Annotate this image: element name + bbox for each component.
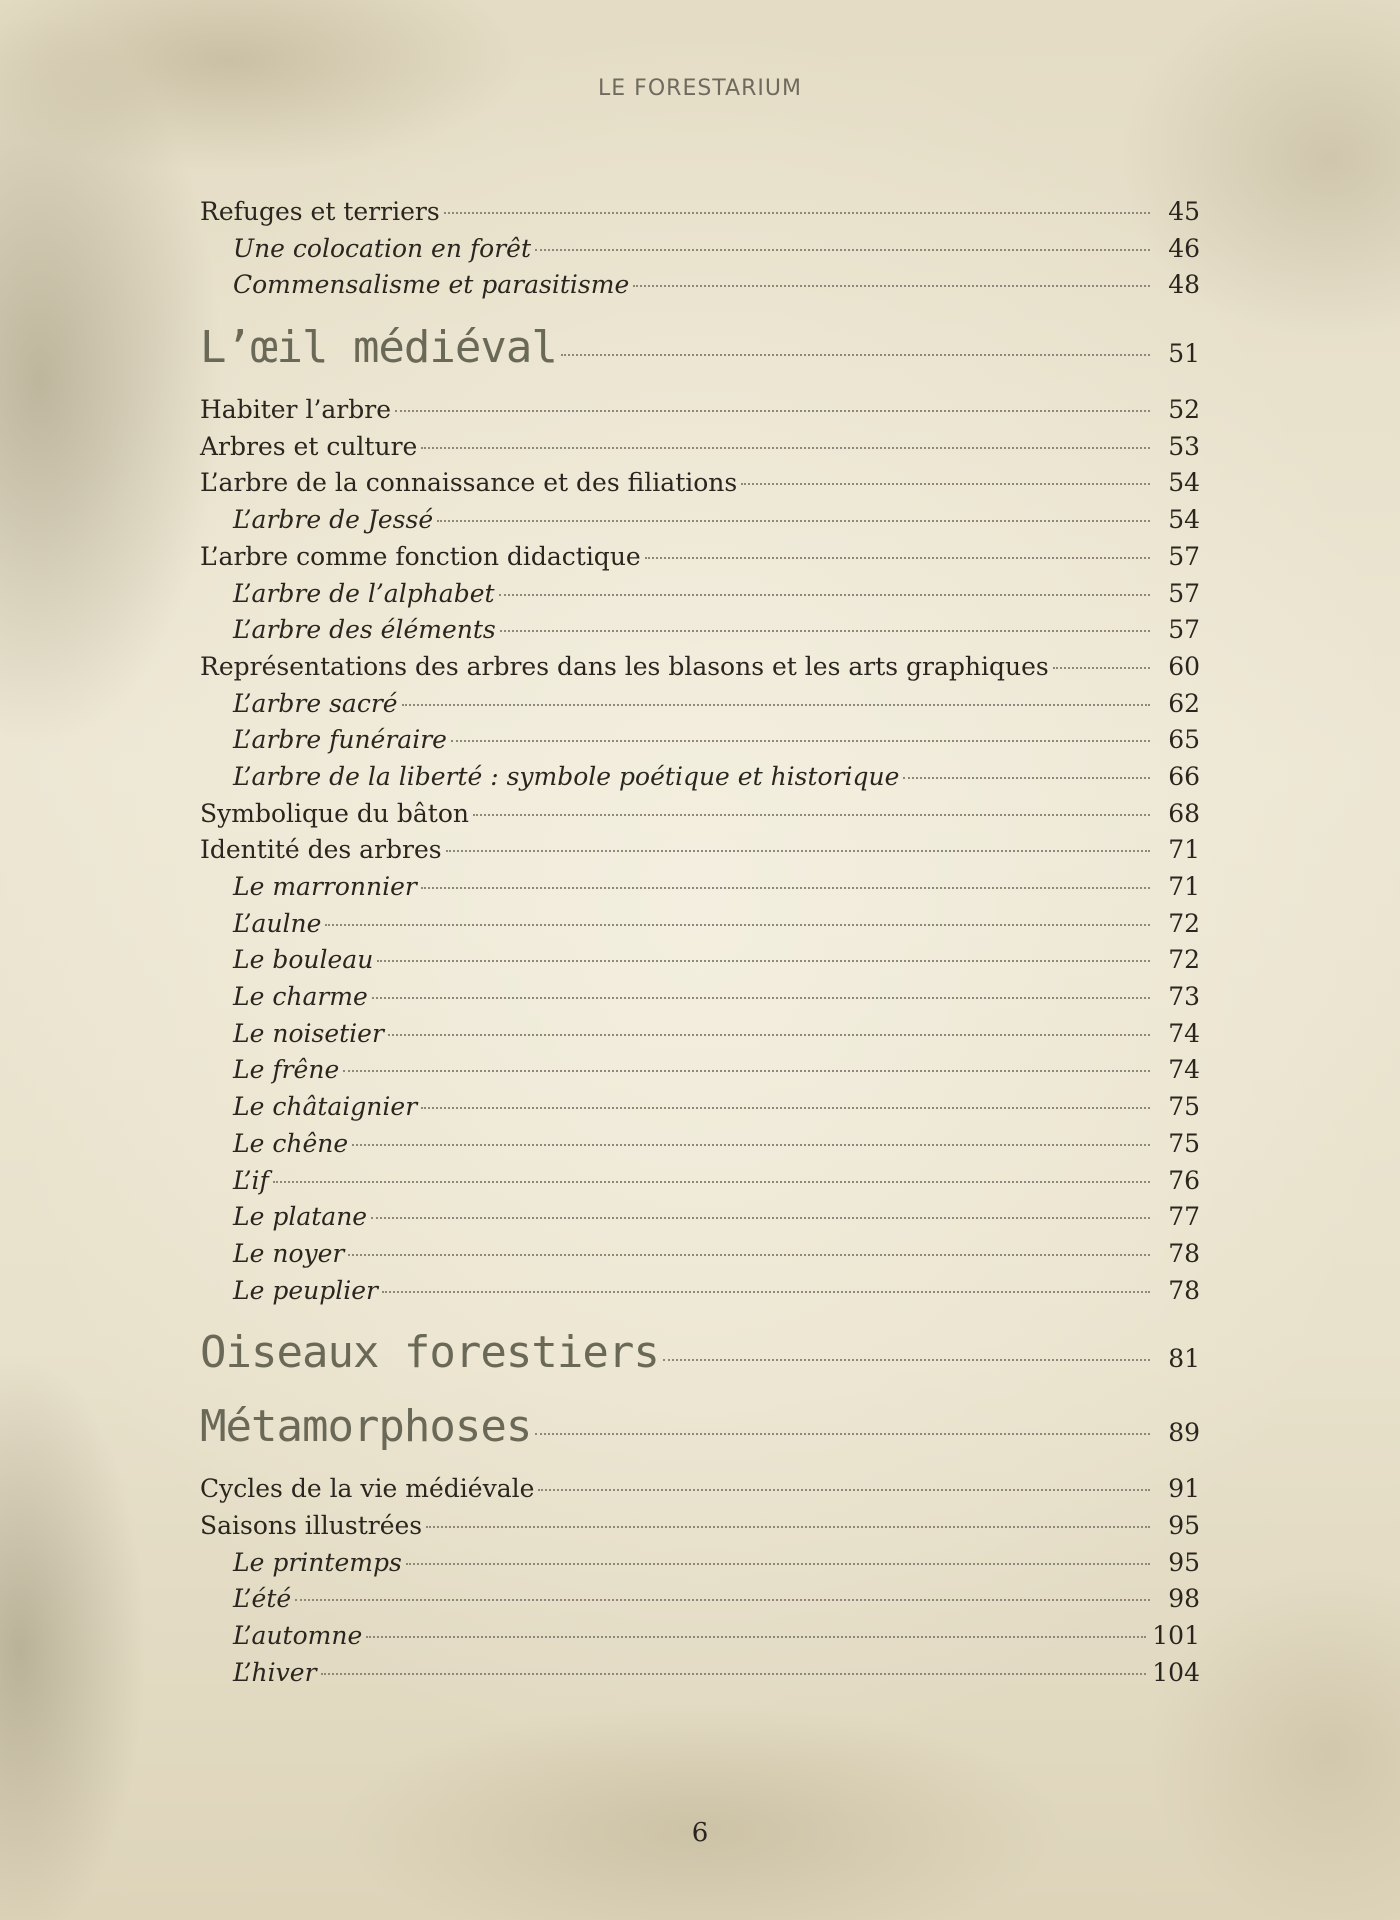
toc-entry-page: 71 — [1168, 835, 1200, 865]
table-of-contents — [200, 194, 1200, 1691]
toc-entry — [200, 1471, 1200, 1508]
toc-entry-page: 53 — [1168, 431, 1200, 461]
toc-subentry — [200, 1126, 1200, 1163]
dot-leader — [451, 740, 1150, 742]
toc-entry — [200, 539, 1200, 576]
toc-entry-title: Le bouleau — [233, 945, 374, 975]
toc-chapter-title: L’œil médiéval — [200, 322, 557, 374]
toc-entry-title: Représentations des arbres dans les blasons et les arts graphiques — [200, 651, 1049, 681]
dot-leader — [535, 1433, 1150, 1435]
toc-chapter-title: Oiseaux forestiers — [200, 1327, 659, 1379]
toc-chapter — [200, 318, 1200, 378]
toc-entry-title: Le platane — [233, 1202, 368, 1232]
toc-entry-page: 81 — [1168, 1344, 1200, 1374]
toc-entry-title: L’arbre des éléments — [233, 615, 496, 645]
toc-entry-page: 57 — [1168, 615, 1200, 645]
toc-entry — [200, 1508, 1200, 1545]
running-head: LE FORESTARIUM — [598, 76, 802, 101]
toc-entry-title: Saisons illustrées — [200, 1510, 423, 1540]
toc-entry-page: 54 — [1168, 468, 1200, 498]
toc-entry-title: L’if — [233, 1165, 269, 1195]
toc-subentry — [200, 1052, 1200, 1089]
dot-leader — [663, 1359, 1150, 1361]
dot-leader — [388, 1034, 1150, 1036]
toc-entry-page: 78 — [1168, 1275, 1200, 1305]
toc-entry-page: 95 — [1168, 1547, 1200, 1577]
toc-entry — [200, 465, 1200, 502]
dot-leader — [421, 447, 1150, 449]
toc-entry-page: 75 — [1168, 1092, 1200, 1122]
toc-entry — [200, 649, 1200, 686]
toc-entry-page: 95 — [1168, 1510, 1200, 1540]
toc-subentry — [200, 722, 1200, 759]
toc-entry — [200, 194, 1200, 231]
dot-leader — [348, 1254, 1150, 1256]
toc-subentry — [200, 1089, 1200, 1126]
toc-entry-title: Le frêne — [233, 1055, 340, 1085]
toc-subentry — [200, 576, 1200, 613]
dot-leader — [444, 212, 1150, 214]
dot-leader — [352, 1144, 1150, 1146]
toc-entry-title: L’arbre de la connaissance et des filiations — [200, 468, 738, 498]
toc-entry-title: Une colocation en forêt — [233, 233, 531, 263]
dot-leader — [406, 1563, 1150, 1565]
toc-entry-page: 72 — [1168, 945, 1200, 975]
toc-subentry — [200, 869, 1200, 906]
toc-entry-page: 72 — [1168, 908, 1200, 938]
toc-entry-title: Le noyer — [233, 1238, 345, 1268]
toc-entry-page: 78 — [1168, 1238, 1200, 1268]
toc-entry-page: 71 — [1168, 872, 1200, 901]
toc-subentry — [200, 759, 1200, 796]
dot-leader — [499, 594, 1150, 596]
toc-subentry — [200, 942, 1200, 979]
toc-entry-page: 45 — [1168, 197, 1200, 226]
toc-subentry — [200, 231, 1200, 268]
toc-entry-page: 60 — [1168, 651, 1200, 681]
toc-entry-title: Le noisetier — [233, 1018, 384, 1048]
toc-entry-page: 57 — [1168, 541, 1200, 571]
toc-entry-title: Le chêne — [233, 1128, 349, 1158]
toc-entry-title: Le printemps — [233, 1547, 402, 1577]
dot-leader — [446, 850, 1150, 852]
dot-leader — [371, 1217, 1150, 1219]
toc-entry-title: L’arbre de la liberté : symbole poétique et historique — [233, 761, 900, 791]
toc-chapter — [200, 1323, 1200, 1383]
dot-leader — [295, 1599, 1150, 1601]
toc-entry-page: 48 — [1168, 270, 1200, 300]
toc-subentry — [200, 267, 1200, 304]
toc-entry-title: Le charme — [233, 982, 368, 1012]
toc-subentry — [200, 612, 1200, 649]
dot-leader — [741, 483, 1150, 485]
dot-leader — [473, 814, 1150, 816]
dot-leader — [500, 630, 1150, 632]
toc-entry-title: Symbolique du bâton — [200, 798, 470, 828]
toc-subentry — [200, 906, 1200, 943]
toc-entry-title: Le peuplier — [233, 1275, 378, 1305]
dot-leader — [421, 887, 1150, 889]
toc-entry-page: 101 — [1152, 1621, 1200, 1650]
toc-entry-title: L’automne — [233, 1621, 363, 1650]
dot-leader — [321, 1673, 1147, 1675]
toc-entry-page: 77 — [1168, 1202, 1200, 1232]
dot-leader — [377, 960, 1150, 962]
toc-entry-page: 91 — [1168, 1474, 1200, 1504]
dot-leader — [437, 520, 1150, 522]
toc-subentry — [200, 1016, 1200, 1053]
toc-entry-title: Le châtaignier — [233, 1092, 418, 1122]
dot-leader — [382, 1291, 1150, 1293]
dot-leader — [395, 410, 1150, 412]
toc-subentry — [200, 1655, 1200, 1692]
toc-entry — [200, 429, 1200, 466]
dot-leader — [325, 924, 1150, 926]
toc-subentry — [200, 1581, 1200, 1618]
toc-entry-title: L’aulne — [233, 908, 322, 938]
toc-entry-page: 51 — [1168, 339, 1200, 369]
toc-subentry — [200, 1273, 1200, 1310]
dot-leader — [372, 997, 1150, 999]
dot-leader — [421, 1107, 1150, 1109]
toc-entry-page: 104 — [1152, 1657, 1200, 1687]
dot-leader — [633, 285, 1150, 287]
toc-entry-title: L’arbre de l’alphabet — [233, 578, 495, 608]
dot-leader — [561, 354, 1150, 356]
toc-entry-page: 75 — [1168, 1128, 1200, 1158]
toc-entry-title: Habiter l’arbre — [200, 395, 391, 425]
toc-entry-page: 68 — [1168, 798, 1200, 828]
dot-leader — [645, 557, 1150, 559]
toc-entry-title: Identité des arbres — [200, 835, 442, 865]
toc-entry-page: 66 — [1168, 761, 1200, 791]
toc-subentry — [200, 1545, 1200, 1582]
toc-entry-page: 89 — [1168, 1418, 1200, 1448]
toc-chapter-title: Métamorphoses — [200, 1401, 532, 1453]
toc-entry — [200, 832, 1200, 869]
toc-entry-page: 46 — [1168, 233, 1200, 263]
toc-subentry — [200, 502, 1200, 539]
toc-entry-title: Commensalisme et parasitisme — [233, 270, 630, 300]
toc-entry-page: 65 — [1168, 725, 1200, 755]
toc-entry-title: L’arbre sacré — [233, 688, 398, 718]
toc-entry-title: L’été — [233, 1584, 292, 1614]
toc-entry — [200, 392, 1200, 429]
dot-leader — [903, 777, 1150, 779]
toc-entry-page: 57 — [1168, 578, 1200, 608]
toc-subentry — [200, 1618, 1200, 1655]
dot-leader — [366, 1636, 1146, 1638]
toc-chapter — [200, 1397, 1200, 1457]
toc-entry-title: L’arbre comme fonction didactique — [200, 541, 641, 571]
dot-leader — [343, 1070, 1150, 1072]
toc-subentry — [200, 686, 1200, 723]
toc-entry-title: Arbres et culture — [200, 431, 418, 461]
dot-leader — [538, 1489, 1150, 1491]
toc-subentry — [200, 1236, 1200, 1273]
dot-leader — [426, 1526, 1150, 1528]
toc-subentry — [200, 979, 1200, 1016]
toc-entry-title: L’arbre funéraire — [233, 725, 447, 755]
toc-entry-title: Refuges et terriers — [200, 197, 440, 226]
dot-leader — [402, 704, 1150, 706]
toc-entry-title: Le marronnier — [233, 872, 417, 901]
toc-entry-page: 52 — [1168, 395, 1200, 425]
toc-entry-title: L’hiver — [233, 1657, 317, 1687]
page-number: 6 — [691, 1818, 709, 1848]
toc-subentry — [200, 1199, 1200, 1236]
toc-entry-title: L’arbre de Jessé — [233, 505, 434, 535]
toc-entry-page: 76 — [1168, 1165, 1200, 1195]
toc-entry-page: 74 — [1168, 1055, 1200, 1085]
toc-entry-title: Cycles de la vie médiévale — [200, 1474, 535, 1504]
toc-entry-page: 98 — [1168, 1584, 1200, 1614]
toc-entry-page: 62 — [1168, 688, 1200, 718]
dot-leader — [535, 249, 1150, 251]
dot-leader — [1053, 667, 1150, 669]
toc-entry-page: 73 — [1168, 982, 1200, 1012]
toc-entry-page: 54 — [1168, 505, 1200, 535]
dot-leader — [273, 1181, 1150, 1183]
toc-subentry — [200, 1163, 1200, 1200]
toc-entry — [200, 796, 1200, 833]
toc-entry-page: 74 — [1168, 1018, 1200, 1048]
